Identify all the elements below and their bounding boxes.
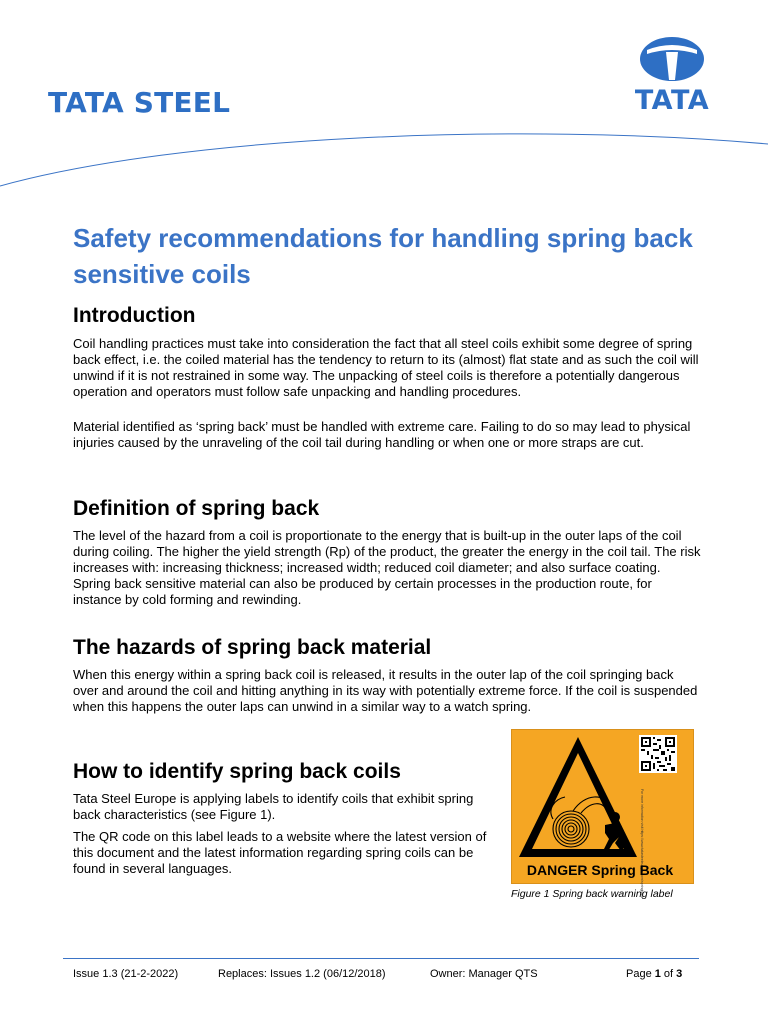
label-side-text: For more information visit https://www.tatasteeleurope.com/springback — [640, 789, 644, 898]
hazards-paragraph: When this energy within a spring back coil is released, it results in the outer lap of the coil springing back over and around the coil and hitting anything in its way with potentially extreme force. If the coil is suspended when this happens the outer laps can unwind in a similar way to a watch spring. — [73, 667, 698, 714]
identify-paragraph-2: The QR code on this label leads to a website where the latest version of this document and the latest information regarding spring coils can be found in several languages. — [73, 829, 487, 876]
tata-wordmark: TATA — [634, 85, 710, 116]
footer-divider — [63, 958, 699, 959]
tata-steel-logo: TATA STEEL — [48, 86, 231, 119]
introduction-paragraph-1: Coil handling practices must take into consideration the fact that all steel coils exhibit some degree of spring back effect, i.e. the coiled material has the tendency to return to its (almost) flat state and as such the coil will unwind if it is not restrained in some way. The unpacking of steel coils is therefore a potentially dangerous operation and operators must follow safe unpacking and handling procedures. — [73, 336, 699, 399]
section-heading-definition: Definition of spring back — [73, 497, 320, 520]
footer-page-sep: of — [660, 968, 677, 980]
section-heading-identify: How to identify spring back coils — [73, 760, 401, 783]
warning-triangle-icon — [515, 733, 641, 861]
footer-replaces: Replaces: Issues 1.2 (06/12/2018) — [218, 968, 386, 980]
header-swoosh — [0, 128, 768, 192]
footer-page-number — [626, 967, 682, 981]
qr-code-icon — [639, 735, 677, 773]
footer-owner: Owner: Manager QTS — [430, 968, 538, 980]
tata-group-logo — [620, 36, 724, 120]
section-heading-hazards: The hazards of spring back material — [73, 636, 432, 659]
footer-page-total: 3 — [676, 968, 683, 980]
introduction-paragraph-2: Material identified as ‘spring back’ must be handled with extreme care. Failing to do so may lead to physical injuries caused by the unraveling of the coil tail during handling or when one or more straps are cut. — [73, 419, 691, 450]
identify-paragraph-1: Tata Steel Europe is applying labels to identify coils that exhibit spring back characteristics (see Figure 1). — [73, 791, 474, 822]
figure-caption: Figure 1 Spring back warning label — [511, 888, 673, 900]
definition-paragraph: The level of the hazard from a coil is proportionate to the energy that is built-up in the outer laps of the coil during coiling. The higher the yield strength (Rp) of the product, the greater the energy in the coil tail. The risk increases with: increasing thickness; increased width; reduced coil diameter; and also surface coating. Spring back sensitive material can also be produced by certain processes in the production route, for instance by cold forming and rewinding. — [73, 528, 701, 607]
footer-issue: Issue 1.3 (21-2-2022) — [73, 968, 179, 980]
document-title: Safety recommendations for handling spring back sensitive coils — [73, 223, 693, 289]
footer-page-current: 1 — [654, 968, 661, 980]
label-danger-text: DANGER Spring Back — [526, 862, 674, 878]
tata-emblem-icon — [639, 36, 705, 82]
section-heading-introduction: Introduction — [73, 304, 196, 327]
footer-page-prefix: Page — [626, 968, 655, 980]
